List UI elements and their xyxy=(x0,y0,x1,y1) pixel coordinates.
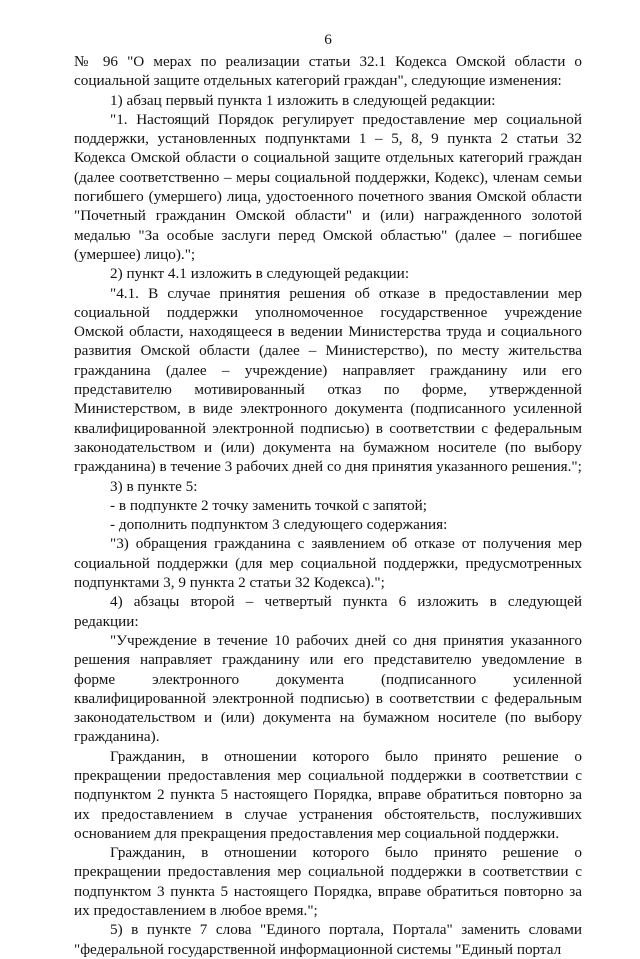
document-page xyxy=(74,30,582,959)
page-number: 6 xyxy=(324,31,332,48)
paragraph-item-4-text-2: Гражданин, в отношении которого было принято решение о прекращении предоставления мер социальной поддержки в соответствии с подпунктом 2 пункта 5 настоящего Порядка, вправе обратиться повторно за их предоставлением в случае устранения обстоятельств, послуживших основанием для прекращения предоставления мер социальной поддержки. xyxy=(74,747,582,842)
paragraph-item-2: 2) пункт 4.1 изложить в следующей редакции: xyxy=(110,265,410,283)
paragraph-item-1: 1) абзац первый пункта 1 изложить в следующей редакции: xyxy=(110,91,496,109)
paragraph-item-5: 5) в пункте 7 слова "Единого портала, Портала" заменить словами "федеральной государственной информационной системы "Единый портал xyxy=(74,921,582,958)
paragraph-item-1-text: "1. Настоящий Порядок регулирует предоставление мер социальной поддержки, установленных подпунктами 1 – 5, 8, 9 пункта 2 статьи 32 Кодекса Омской области о социальной защите отдельных категорий граждан (далее соответственно – меры социальной поддержки, Кодекс), членам семьи погибшего (умершего) лица, удостоенного почетного звания Омской области "Почетный гражданин Омской области" и (или) награжденного золотой медалью "За особые заслуги перед Омской областью" (далее – погибшее (умершее) лицо)."; xyxy=(74,110,582,263)
paragraph-item-3-dash-1: - в подпункте 2 точку заменить точкой с запятой; xyxy=(110,496,427,514)
paragraph-item-3-dash-2: - дополнить подпунктом 3 следующего содержания: xyxy=(110,516,448,534)
paragraph-item-2-text: "4.1. В случае принятия решения об отказе в предоставлении мер социальной поддержки уполномоченное государственное учреждение Омской области, находящееся в ведении Министерства труда и социального развития Омской области (далее – Министерство), по месту жительства гражданина (далее – учреждение) направляет гражданину или его представителю мотивированный отказ по форме, утвержденной Министерством, в виде электронного документа (подписанного усиленной квалифицированной электронной подписью) в соответствии с федеральным законодательством и (или) документа на бумажном носителе (по выбору гражданина) в течение 3 рабочих дней со дня принятия указанного решения."; xyxy=(74,284,582,476)
paragraph-item-3: 3) в пункте 5: xyxy=(110,477,198,495)
paragraph-intro: № 96 "О мерах по реализации статьи 32.1 Кодекса Омской области о социальной защите отдельных категорий граждан", следующие изменения: xyxy=(74,53,582,90)
paragraph-item-4-text-1: "Учреждение в течение 10 рабочих дней со дня принятия указанного решения направляет гражданину или его представителю уведомление в форме электронного документа (подписанного усиленной квалифицированной электронной подписью) в соответствии с федеральным законодательством и (или) документа на бумажном носителе (по выбору гражданина). xyxy=(74,631,582,746)
paragraph-item-4-text-3: Гражданин, в отношении которого было принято решение о прекращении предоставления мер социальной поддержки в соответствии с подпунктом 3 пункта 5 настоящего Порядка, вправе обратиться повторно за их предоставлением в любое время."; xyxy=(74,844,582,920)
paragraph-item-4: 4) абзацы второй – четвертый пункта 6 изложить в следующей редакции: xyxy=(74,593,582,630)
paragraph-item-3-text: "3) обращения гражданина с заявлением об отказе от получения мер социальной поддержки (для мер социальной поддержки, предусмотренных подпунктами 3, 9 пункта 2 статьи 32 Кодекса)."; xyxy=(74,535,582,592)
